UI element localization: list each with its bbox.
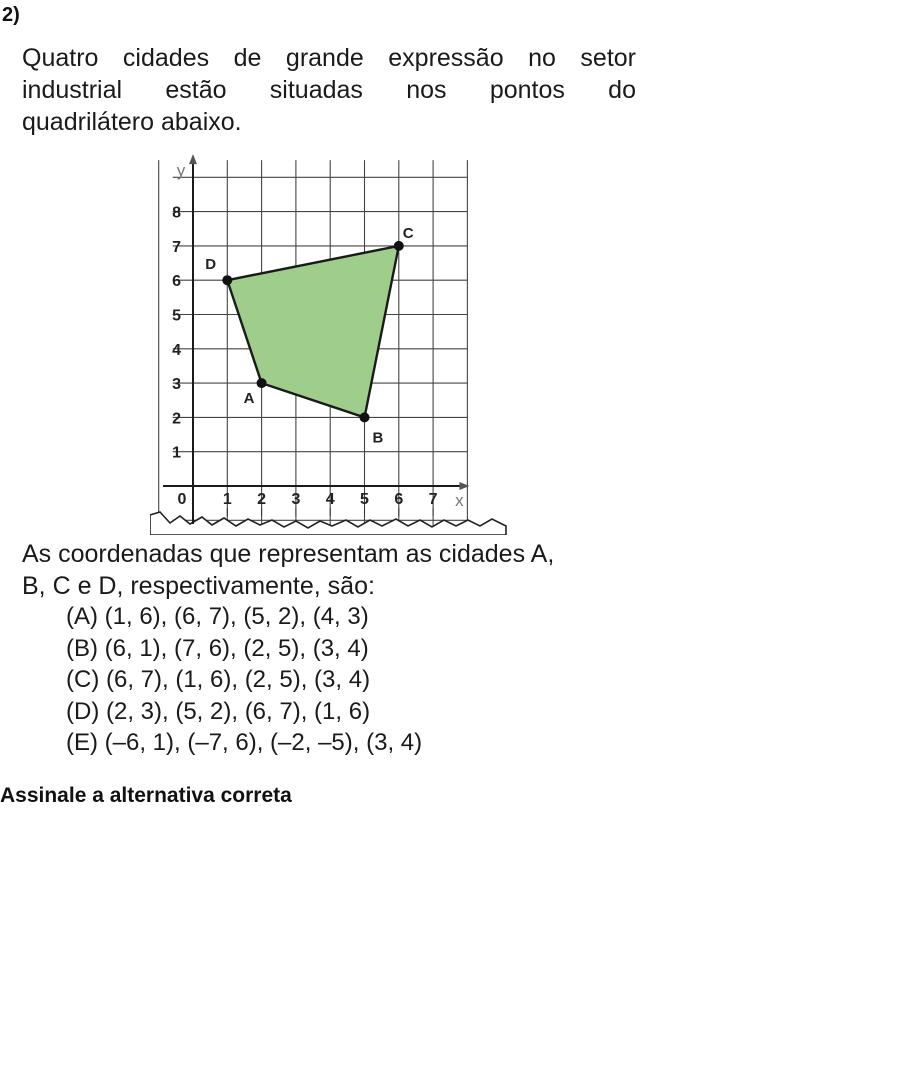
coordinate-graph (150, 140, 520, 535)
x-tick-label: 6 (394, 491, 404, 508)
x-tick-label: 2 (257, 491, 267, 508)
y-axis-label: y (176, 161, 186, 181)
point-label-b: B (372, 429, 384, 447)
y-tick-label: 1 (172, 444, 181, 462)
x-tick-label: 3 (291, 491, 301, 508)
origin-label: 0 (177, 491, 187, 508)
intro-line: industrial estão situadas nos pontos do (22, 76, 636, 104)
point-label-a: A (243, 390, 255, 408)
point-label-c: C (402, 224, 414, 242)
intro-line: quadrilátero abaixo. (22, 108, 242, 136)
option-c[interactable]: (C) (6, 7), (1, 6), (2, 5), (3, 4) (66, 666, 371, 693)
question-line: B, C e D, respectivamente, são: (22, 572, 375, 600)
point-c (394, 241, 404, 251)
y-tick-label: 5 (172, 307, 181, 325)
y-tick-label: 8 (172, 204, 181, 222)
y-tick-label: 4 (172, 341, 181, 359)
y-tick-label: 6 (172, 273, 181, 291)
question-text (22, 538, 554, 602)
x-tick-label: 5 (360, 491, 369, 508)
y-tick-label: 7 (172, 238, 181, 256)
y-tick-label: 2 (172, 410, 181, 428)
answer-options (66, 601, 422, 759)
x-tick-label: 1 (222, 491, 232, 508)
option-a[interactable]: (A) (1, 6), (6, 7), (5, 2), (4, 3) (66, 603, 369, 630)
intro-text (22, 42, 636, 138)
question-line: As coordenadas que representam as cidades A, (22, 540, 555, 568)
option-e[interactable]: (E) (–6, 1), (–7, 6), (–2, –5), (3, 4) (66, 729, 423, 756)
question-number: 2) (2, 4, 20, 26)
point-a (257, 378, 267, 388)
x-tick-label: 4 (325, 491, 335, 508)
y-tick-label: 3 (172, 376, 181, 394)
point-label-d: D (205, 256, 217, 274)
instruction-text: Assinale a alternativa correta (0, 784, 292, 807)
x-axis-label: x (455, 491, 464, 510)
option-b[interactable]: (B) (6, 1), (7, 6), (2, 5), (3, 4) (66, 634, 369, 662)
x-tick-label: 7 (428, 491, 438, 508)
option-d[interactable]: (D) (2, 3), (5, 2), (6, 7), (1, 6) (66, 697, 371, 725)
point-d (222, 275, 232, 285)
point-b (360, 412, 370, 422)
intro-line: Quatro cidades de grande expressão no setor (22, 44, 636, 72)
